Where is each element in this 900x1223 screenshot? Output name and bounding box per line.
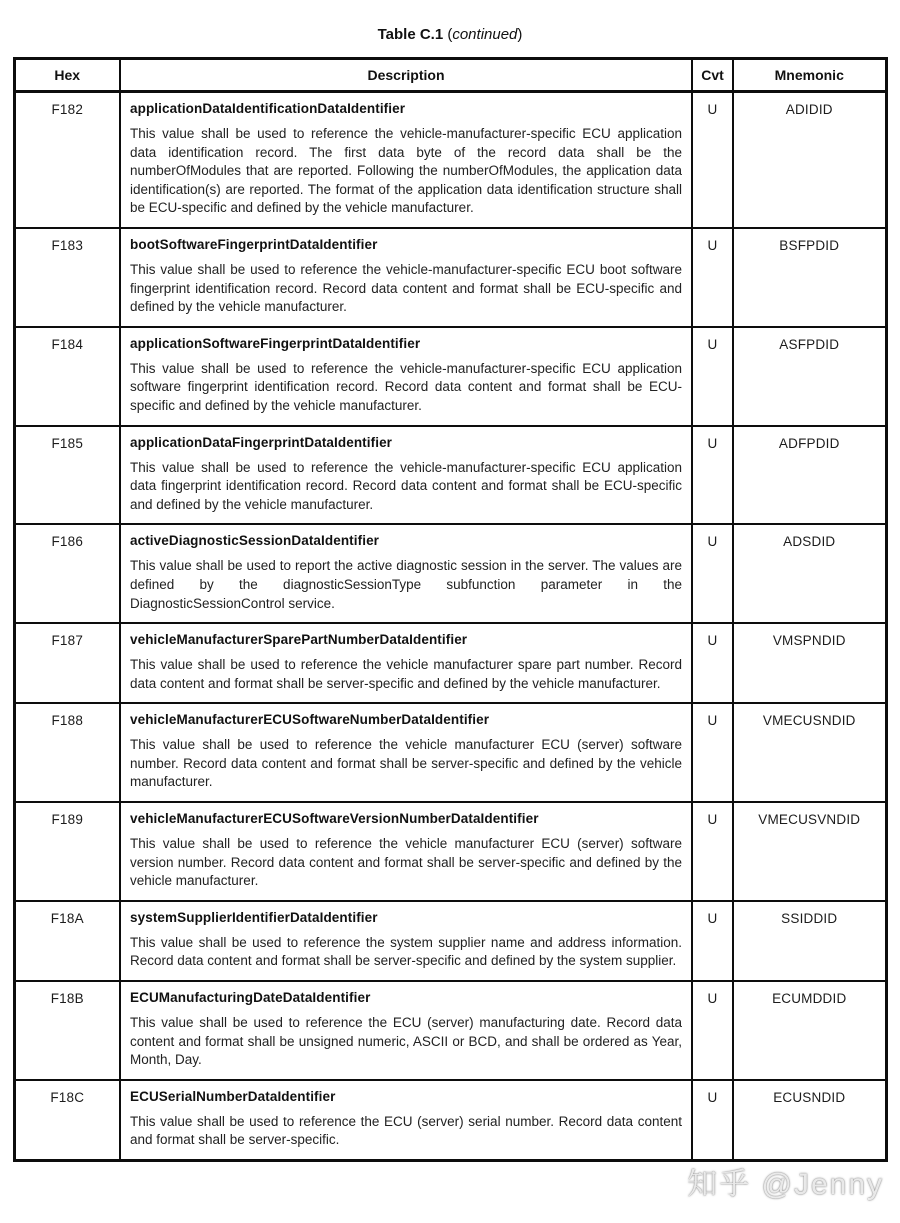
table-row (14, 703, 886, 802)
cvt-value: U (692, 92, 733, 228)
cvt-value: U (692, 1080, 733, 1161)
data-identifier-name: applicationDataIdentificationDataIdentifier (130, 101, 406, 116)
hex-value: F183 (14, 228, 120, 327)
hex-value: F18A (14, 901, 120, 981)
zhihu-watermark: 知乎 @Jenny (687, 1168, 884, 1201)
page-title (0, 26, 900, 43)
caption-paren-close: ) (517, 26, 523, 43)
table-row (14, 228, 886, 327)
column-header-description: Description (120, 59, 692, 92)
cvt-value: U (692, 426, 733, 525)
table-row (14, 802, 886, 901)
mnemonic-value: VMSPNDID (733, 623, 886, 703)
data-identifier-description: This value shall be used to reference the vehicle manufacturer ECU (server) software version number. Record data content and format shall be server-specific and defined by the vehicle manufacturer. (130, 836, 682, 889)
cvt-value: U (692, 802, 733, 901)
table-body (14, 92, 886, 1161)
table-row (14, 426, 886, 525)
data-identifier-name: applicationSoftwareFingerprintDataIdentifier (130, 335, 421, 351)
cvt-value: U (692, 623, 733, 703)
description-cell (120, 802, 692, 901)
mnemonic-value: BSFPDID (733, 228, 886, 327)
mnemonic-value: ADIDID (733, 92, 886, 228)
description-cell (120, 426, 692, 525)
column-header-hex: Hex (14, 59, 120, 92)
data-identifier-description: This value shall be used to reference the vehicle-manufacturer-specific ECU boot software fingerprint identification record. Record data content and format shall be ECU-specific and defined by the vehicle manufacturer. (130, 261, 682, 315)
table-row (14, 327, 886, 426)
data-identifier-name: activeDiagnosticSessionDataIdentifier (130, 533, 380, 549)
table-row (14, 981, 886, 1080)
data-identifier-description: This value shall be used to reference the system supplier name and address information. Record data content and format shall be server-specific and defined by the system supplier. (130, 934, 682, 969)
table-row (14, 92, 886, 228)
mnemonic-value: ASFPDID (733, 327, 886, 426)
caption-continued: continued (452, 26, 518, 43)
hex-value: F187 (14, 623, 120, 703)
data-identifier-name: vehicleManufacturerSparePartNumberDataIdentifier (130, 632, 468, 648)
description-cell (120, 228, 692, 327)
table-row (14, 901, 886, 981)
description-cell (120, 92, 692, 228)
data-identifier-description: This value shall be used to report the active diagnostic session in the server. The values are defined by the diagnosticSessionType subfunction parameter in the DiagnosticSessionControl service. (130, 558, 682, 611)
data-identifier-name: ECUManufacturingDateDataIdentifier (130, 990, 371, 1006)
hex-value: F184 (14, 327, 120, 426)
data-identifier-name: ECUSerialNumberDataIdentifier (130, 1088, 336, 1104)
data-identifier-name: systemSupplierIdentifierDataIdentifier (130, 909, 378, 925)
data-identifier-description: This value shall be used to reference the vehicle-manufacturer-specific ECU application software fingerprint identification record. Record data content and format shall be ECU-specific and defined by the vehicle manufacturer. (130, 360, 682, 413)
data-identifier-name: bootSoftwareFingerprintDataIdentifier (130, 236, 378, 252)
description-cell (120, 703, 692, 802)
mnemonic-value: ADSDID (733, 524, 886, 623)
caption-paren-open: ( (447, 26, 453, 43)
data-identifier-name: applicationDataFingerprintDataIdentifier (130, 434, 393, 450)
data-identifier-description: This value shall be used to reference the vehicle manufacturer spare part number. Record data content and format shall be server-specific and defined by the vehicle manufacturer. (130, 657, 682, 691)
hex-value: F186 (14, 524, 120, 623)
table-caption-number: Table C.1 (377, 26, 448, 43)
data-identifier-description: This value shall be used to reference the ECU (server) manufacturing date. Record data content and format shall be unsigned numeric, ASCII or BCD, and shall be ordered as Year, Month, Day. (130, 1015, 682, 1068)
mnemonic-value: ADFPDID (733, 426, 886, 525)
data-identifier-description: This value shall be used to reference the vehicle manufacturer ECU (server) software number. Record data content and format shall be server-specific and defined by the vehicle manufacturer. (130, 737, 682, 790)
table-row (14, 524, 886, 623)
column-header-mnemonic: Mnemonic (733, 59, 886, 92)
cvt-value: U (692, 524, 733, 623)
cvt-value: U (692, 327, 733, 426)
hex-value: F182 (14, 92, 120, 228)
cvt-value: U (692, 981, 733, 1080)
data-identifier-table (13, 57, 888, 1162)
data-identifier-description: This value shall be used to reference the vehicle-manufacturer-specific ECU application data fingerprint identification record. Record data content and format shall be ECU-specific and defined by the vehicle manufacturer. (130, 459, 682, 512)
hex-value: F18C (14, 1080, 120, 1161)
mnemonic-value: ECUSNDID (733, 1080, 886, 1161)
table-row (14, 1080, 886, 1161)
cvt-value: U (692, 228, 733, 327)
column-header-cvt: Cvt (692, 59, 733, 92)
table-row (14, 623, 886, 703)
description-cell (120, 623, 692, 703)
hex-value: F188 (14, 703, 120, 802)
mnemonic-value: SSIDDID (733, 901, 886, 981)
data-identifier-description: This value shall be used to reference the ECU (server) serial number. Record data content and format shall be server-specific. (130, 1113, 682, 1148)
description-cell (120, 1080, 692, 1161)
data-identifier-name: vehicleManufacturerECUSoftwareNumberDataIdentifier (130, 712, 490, 728)
hex-value: F189 (14, 802, 120, 901)
description-cell (120, 901, 692, 981)
cvt-value: U (692, 703, 733, 802)
hex-value: F18B (14, 981, 120, 1080)
hex-value: F185 (14, 426, 120, 525)
data-identifier-description: This value shall be used to reference the vehicle-manufacturer-specific ECU application data identification record. The first data byte of the record data shall be the numberOfModules that are reported. Following the numberOfModules, the application data identification(s) are reported. The format of the application data identification structure shall be ECU-specific and defined by the vehicle manufacturer. (130, 126, 682, 216)
table-header-row (14, 59, 886, 92)
description-cell (120, 981, 692, 1080)
description-cell (120, 327, 692, 426)
data-identifier-name: vehicleManufacturerECUSoftwareVersionNumberDataIdentifier (130, 811, 539, 827)
mnemonic-value: VMECUSNDID (733, 703, 886, 802)
mnemonic-value: VMECUSVNDID (733, 802, 886, 901)
cvt-value: U (692, 901, 733, 981)
description-cell (120, 524, 692, 623)
mnemonic-value: ECUMDDID (733, 981, 886, 1080)
